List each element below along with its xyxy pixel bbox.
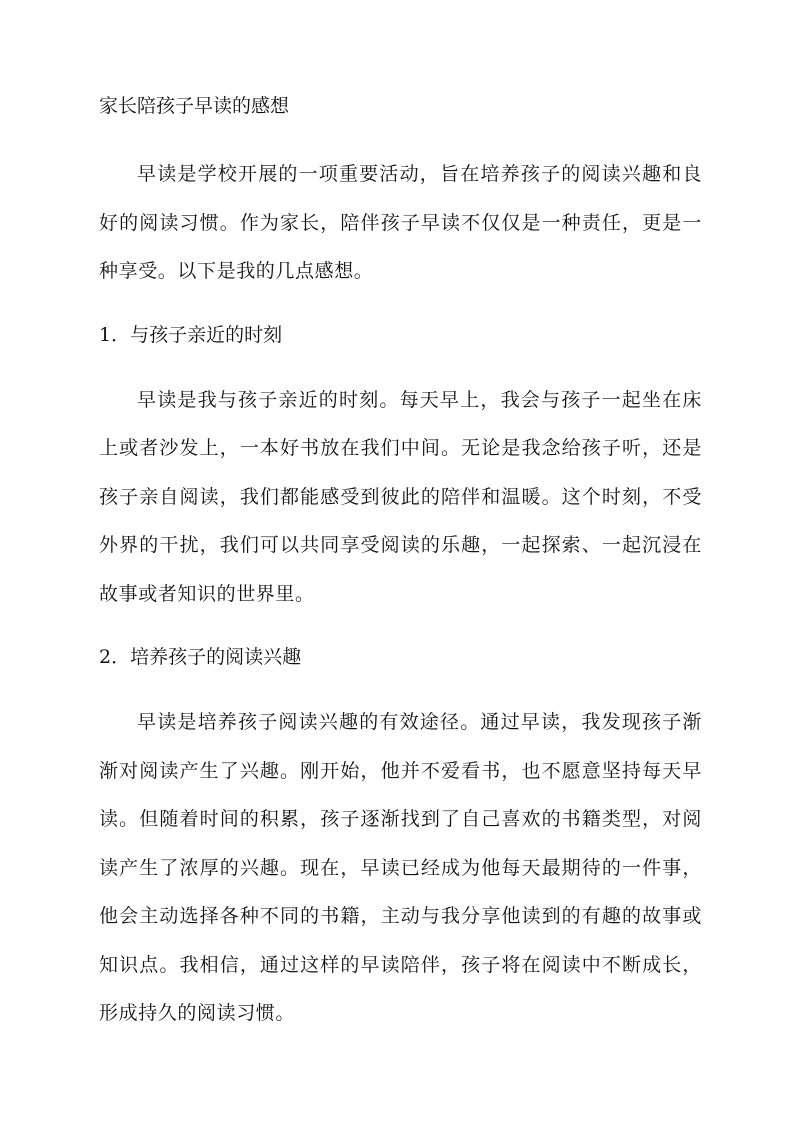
spacer [99, 296, 702, 320]
spacer [99, 672, 702, 698]
spacer [99, 121, 702, 150]
section-heading-2: 2．培养孩子的阅读兴趣 [99, 646, 302, 668]
section-body-2: 早读是培养孩子阅读兴趣的有效途径。通过早读，我发现孩子渐渐对阅读产生了兴趣。刚开始，他并不爱看书，也不愿意坚持每天早读。但随着时间的积累，孩子逐渐找到了自己喜欢的书籍类型，对阅读产生了浓厚的兴趣。现在，早读已经成为他每天最期待的一件事，他会主动选择各种不同的书籍，主动与我分享他读到的有趣的故事或知识点。我相信，通过这样的早读陪伴，孩子将在阅读中不断成长，形成持久的阅读习惯。 [99, 711, 702, 1024]
document-title: 家长陪孩子早读的感想 [99, 95, 290, 117]
spacer [99, 350, 702, 376]
intro-paragraph: 早读是学校开展的一项重要活动，旨在培养孩子的阅读兴趣和良好的阅读习惯。作为家长，陪伴孩子早读不仅仅是一种责任，更是一种享受。以下是我的几点感想。 [99, 163, 702, 282]
section-body-1: 早读是我与孩子亲近的时刻。每天早上，我会与孩子一起坐在床上或者沙发上，一本好书放在我们中间。无论是我念给孩子听，还是孩子亲自阅读，我们都能感受到彼此的陪伴和温暖。这个时刻，不受外界的干扰，我们可以共同享受阅读的乐趣，一起探索、一起沉浸在故事或者知识的世界里。 [99, 388, 702, 605]
spacer [99, 618, 702, 642]
section-heading-1: 1．与孩子亲近的时刻 [99, 323, 283, 346]
